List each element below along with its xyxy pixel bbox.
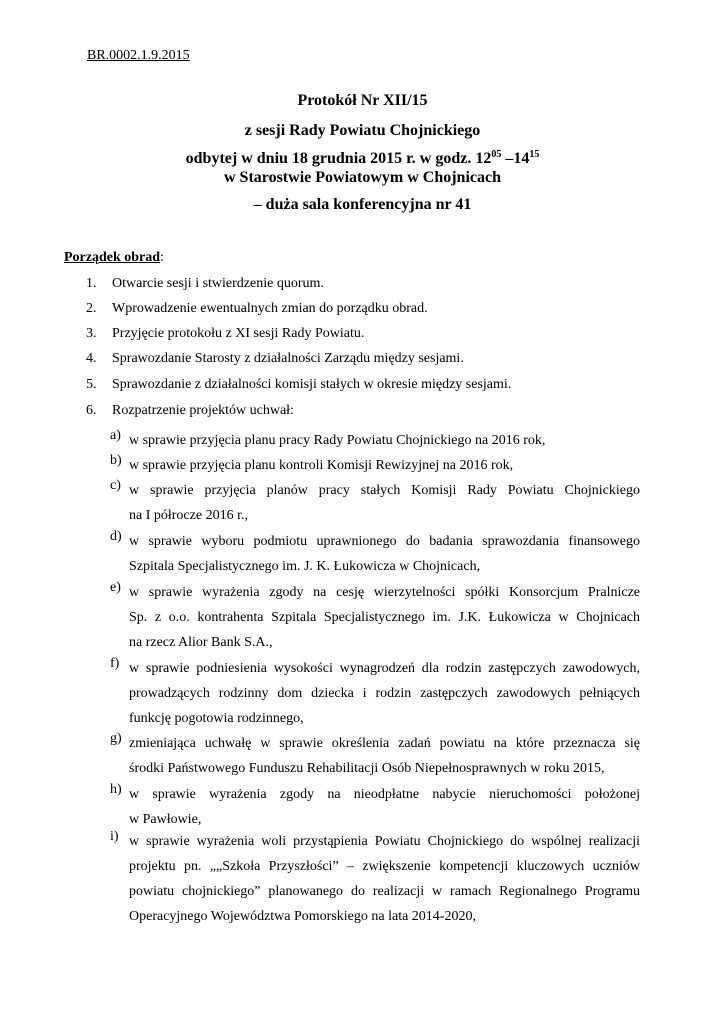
agenda-item-text: Wprowadzenie ewentualnych zmian do porządku obrad. xyxy=(112,301,428,316)
agenda-item-number: 6. xyxy=(86,403,97,418)
resolution-item-line: środki Państwowego Funduszu Rehabilitacji Osób Niepełnosprawnych w roku 2015, xyxy=(129,761,605,776)
protocol-title: Protokół Nr XII/15 xyxy=(297,92,428,109)
resolution-item-letter: e) xyxy=(110,580,121,595)
resolution-item-letter: c) xyxy=(110,478,121,493)
resolution-item-text xyxy=(129,731,640,781)
resolution-item-line: powiatu chojnickiego” planowanego do realizacji w ramach Regionalnego Programu xyxy=(129,884,640,899)
resolution-item-text xyxy=(129,829,640,929)
resolution-item-line: w sprawie przyjęcia planów pracy stałych Komisji Rady Powiatu Chojnickiego xyxy=(129,483,640,498)
resolution-item-line: w sprawie wyboru podmiotu uprawnionego do badania sprawozdania finansowego xyxy=(129,534,640,549)
agenda-item-number: 1. xyxy=(86,276,97,291)
agenda-heading-colon: : xyxy=(160,250,164,265)
resolution-item-text xyxy=(129,529,640,579)
resolution-item-letter: d) xyxy=(110,529,122,544)
resolution-item-line: w sprawie przyjęcia planu kontroli Komisji Rewizyjnej na 2016 rok, xyxy=(129,458,514,473)
resolution-item-line: projektu pn. „„Szkoła Przyszłości” – zwiększenie kompetencji kluczowych uczniów xyxy=(129,859,640,874)
resolution-item-text xyxy=(129,453,640,478)
resolution-item-letter: i) xyxy=(110,829,119,844)
resolution-item-letter: f) xyxy=(110,656,120,671)
reference-number: BR.0002.1.9.2015 xyxy=(87,48,190,63)
resolution-item-line: w sprawie wyrażenia zgody na nieodpłatne nabycie nieruchomości położonej xyxy=(129,787,640,802)
time-end-minutes: 15 xyxy=(529,149,540,160)
resolution-item-text xyxy=(129,478,640,528)
resolution-item-text xyxy=(129,656,640,731)
agenda-item-number: 5. xyxy=(86,377,97,392)
agenda-item-number: 2. xyxy=(86,301,97,316)
resolution-item-line: Sp. z o.o. kontrahenta Szpitala Specjalistycznego im. J.K. Łukowicza w Chojnicach xyxy=(129,610,640,625)
agenda-item-text: Sprawozdanie z działalności komisji stałych w okresie między sesjami. xyxy=(112,377,512,392)
agenda-item-text: Rozpatrzenie projektów uchwał: xyxy=(112,403,294,418)
resolution-item-line: zmieniająca uchwałę w sprawie określenia zadań powiatu na które przeznacza się xyxy=(129,736,640,751)
resolution-item-line: prowadzących rodzinny dom dziecka i rodzin zastępczych zawodowych pełniących xyxy=(129,686,640,701)
resolution-item-line: Operacyjnego Województwa Pomorskiego na lata 2014-2020, xyxy=(129,909,476,924)
location-line: w Starostwie Powiatowym w Chojnicach xyxy=(223,169,501,186)
resolution-item-line: Szpitala Specjalistycznego im. J. K. Łukowicza w Chojnicach, xyxy=(129,559,481,574)
resolution-item-line: w sprawie przyjęcia planu pracy Rady Powiatu Chojnickiego na 2016 rok, xyxy=(129,433,546,448)
agenda-item-text: Sprawozdanie Starosty z działalności Zarządu między sesjami. xyxy=(112,351,464,366)
resolution-item-letter: h) xyxy=(110,782,122,797)
room-line: – duża sala konferencyjna nr 41 xyxy=(253,196,472,213)
agenda-heading xyxy=(64,250,164,266)
resolution-item-line: w sprawie wyrażenia zgody na cesję wierzytelności spółki Konsorcjum Pralnicze xyxy=(129,585,640,600)
resolution-item-line: funkcję pogotowia rodzinnego, xyxy=(129,711,304,726)
resolution-item-letter: g) xyxy=(110,731,122,746)
agenda-item-text: Przyjęcie protokołu z XI sesji Rady Powiatu. xyxy=(112,326,365,341)
resolution-item-letter: b) xyxy=(110,453,122,468)
resolution-item-line: w Pawłowie, xyxy=(129,812,202,827)
time-start-minutes: 05 xyxy=(491,149,502,160)
agenda-heading-label: Porządek obrad xyxy=(64,250,161,265)
resolution-item-letter: a) xyxy=(110,428,121,443)
session-line: z sesji Rady Powiatu Chojnickiego xyxy=(244,122,481,139)
resolution-item-text xyxy=(129,428,640,453)
resolution-item-text xyxy=(129,580,640,655)
resolution-item-line: w sprawie podniesienia wysokości wynagrodzeń dla rodzin zastępczych zawodowych, xyxy=(129,661,640,676)
resolution-item-line: w sprawie wyrażenia woli przystąpienia Powiatu Chojnickiego do wspólnej realizacji xyxy=(129,834,640,849)
agenda-item-text: Otwarcie sesji i stwierdzenie quorum. xyxy=(112,276,324,291)
agenda-item-number: 4. xyxy=(86,351,97,366)
time-end-hour: –14 xyxy=(501,150,530,167)
resolution-item-text xyxy=(129,782,640,832)
resolution-item-line: na rzecz Alior Bank S.A., xyxy=(129,635,273,650)
date-text: odbytej w dniu 18 grudnia 2015 r. w godz. 12 xyxy=(185,150,492,167)
date-time-line xyxy=(0,150,725,168)
agenda-item-number: 3. xyxy=(86,326,97,341)
resolution-item-line: na I półrocze 2016 r., xyxy=(129,508,248,523)
